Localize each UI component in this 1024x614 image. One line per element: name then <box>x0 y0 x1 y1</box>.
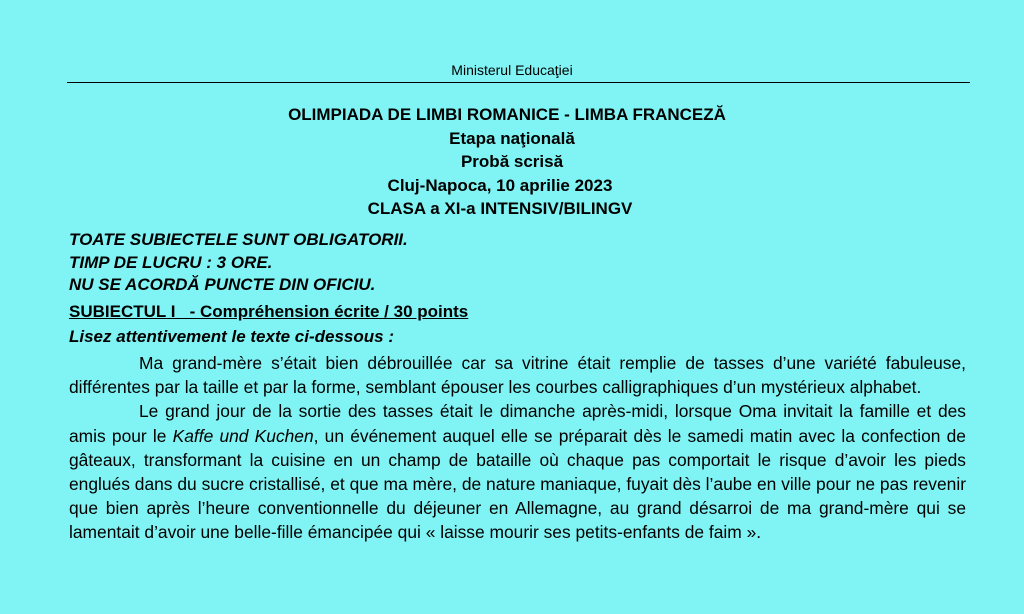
test-type: Probă scrisă <box>460 152 564 171</box>
paragraph-2-italic-term: Kaffe und Kuchen <box>172 425 314 446</box>
stage-title: Etapa naţională <box>449 128 575 148</box>
class-level: CLASA a XI-a INTENSIV/BILINGV <box>367 199 633 218</box>
paragraph-1: Ma grand-mère s’était bien débrouillée car sa vitrine était remplie de tasses d’une variété fabuleuse, différentes par la taille et par la forme, semblant épouser les courbes calligraphiques d’un mystérieux alphabet. <box>69 353 966 398</box>
notice-time: TIMP DE LUCRU : 3 ORE. <box>69 252 273 272</box>
subject-instruction: Lisez attentivement le texte ci-dessous : <box>69 327 394 346</box>
paragraph-2 <box>69 399 966 544</box>
notice-points: NU SE ACORDĂ PUNCTE DIN OFICIU. <box>69 275 376 294</box>
header-divider <box>67 82 970 83</box>
exam-title-block <box>0 103 1024 221</box>
ministry-header: Ministerul Educaţiei <box>451 62 573 78</box>
olympiad-title: OLIMPIADA DE LIMBI ROMANICE - LIMBA FRANCEZĂ <box>288 105 726 124</box>
reading-text <box>69 351 966 545</box>
notice-mandatory: TOATE SUBIECTELE SUNT OBLIGATORII. <box>69 230 408 249</box>
paragraph-2-start: Le grand jour de la sortie des tasses était le dimanche après-midi, lorsque Oma invitait la famille et des amis pour le <box>69 401 966 446</box>
location-date: Cluj-Napoca, 10 aprilie 2023 <box>387 175 613 195</box>
subject-heading: SUBIECTUL I - Compréhension écrite / 30 points <box>69 302 469 321</box>
exam-notices <box>69 229 408 297</box>
paragraph-2-end: , un événement auquel elle se préparait dès le samedi matin avec la confection de gâteaux, transformant la cuisine en un champ de bataille où chaque pas comportait le risque d’avoir les pieds englués dans du sucre cristallisé, et que ma mère, de nature maniaque, fuyait dès l’aube en ville pour ne pas revenir que bien après l’heure conventionnelle du déjeuner en Allemagne, au grand désarroi de ma grand-mère qui se lamentait d’avoir une belle-fille émancipée qui « laisse mourir ses petits-enfants de faim ». <box>69 425 966 543</box>
